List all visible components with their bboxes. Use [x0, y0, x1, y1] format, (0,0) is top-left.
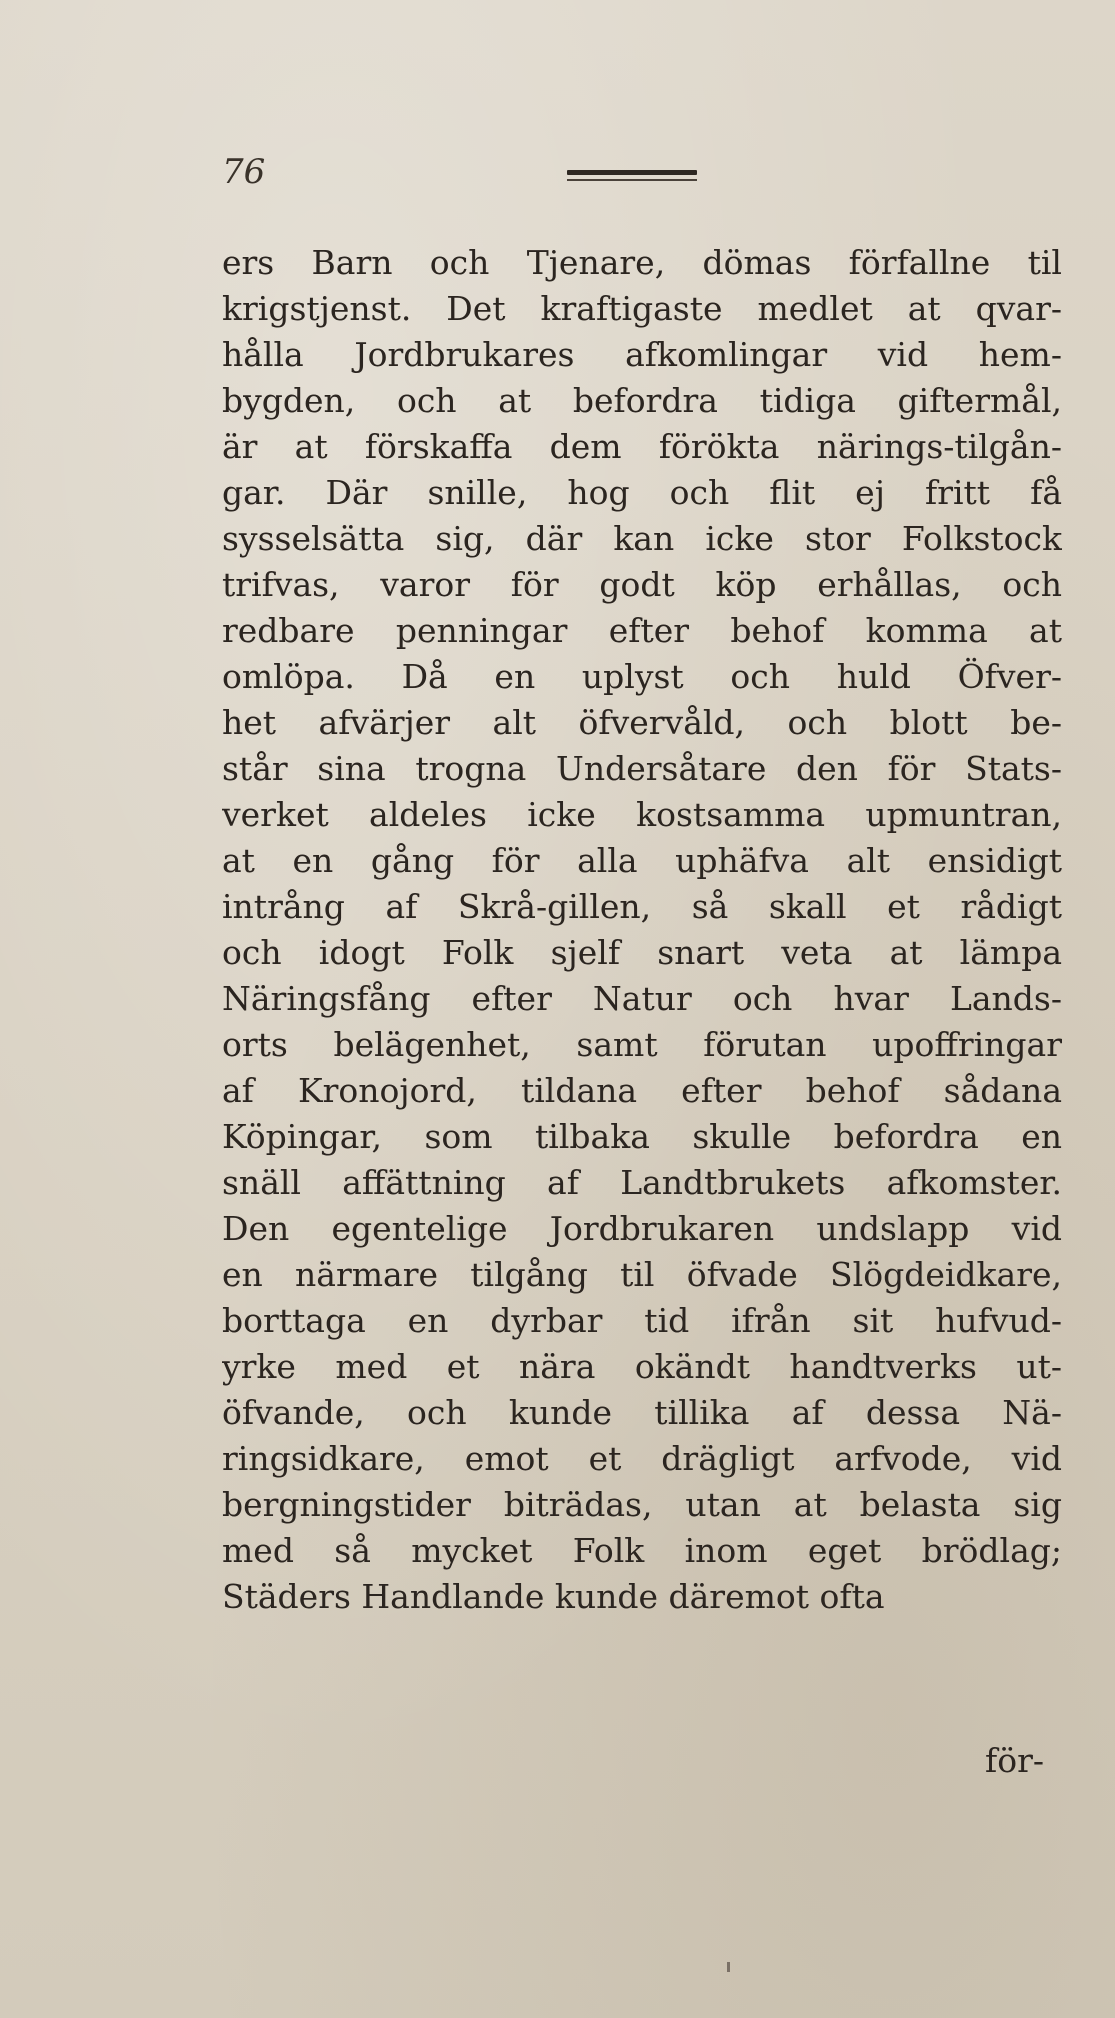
- text-line: verket aldeles icke kostsamma upmuntran,: [222, 795, 1062, 834]
- text-line: och idogt Folk sjelf snart veta at lämpa: [222, 933, 1062, 972]
- text-line: Den egentelige Jordbrukaren undslapp vid: [222, 1209, 1062, 1248]
- catchword: för-: [985, 1741, 1045, 1780]
- header-rule-thin: [567, 179, 697, 181]
- text-line: Städers Handlande kunde däremot ofta: [222, 1577, 885, 1616]
- paper-speck: [727, 1962, 730, 1972]
- page-header: [222, 150, 1082, 200]
- text-line: af Kronojord, tildana efter behof sådana: [222, 1071, 1062, 1110]
- text-line: gar. Där snille, hog och flit ej fritt få: [222, 473, 1062, 512]
- text-line: en närmare tilgång til öfvade Slögdeidkare,: [222, 1255, 1062, 1294]
- text-line: öfvande, och kunde tillika af dessa Nä-: [222, 1393, 1062, 1432]
- text-line: omlöpa. Då en uplyst och huld Öfver-: [222, 657, 1062, 696]
- text-line: snäll affättning af Landtbrukets afkomster.: [222, 1163, 1062, 1202]
- text-line: ers Barn och Tjenare, dömas förfallne til: [222, 243, 1062, 282]
- text-line: med så mycket Folk inom eget brödlag;: [222, 1531, 1062, 1570]
- text-line: ringsidkare, emot et drägligt arfvode, vid: [222, 1439, 1062, 1478]
- text-line: at en gång för alla uphäfva alt ensidigt: [222, 841, 1062, 880]
- text-line: het afvärjer alt öfvervåld, och blott be-: [222, 703, 1062, 742]
- text-line: orts belägenhet, samt förutan upoffringar: [222, 1025, 1062, 1064]
- text-line: yrke med et nära okändt handtverks ut-: [222, 1347, 1062, 1386]
- text-line: borttaga en dyrbar tid ifrån sit hufvud-: [222, 1301, 1062, 1340]
- header-rule: [567, 170, 697, 184]
- text-line: intrång af Skrå-gillen, så skall et rådigt: [222, 887, 1062, 926]
- text-line: står sina trogna Undersåtare den för Stats-: [222, 749, 1062, 788]
- text-line: bergningstider biträdas, utan at belasta sig: [222, 1485, 1062, 1524]
- text-line: redbare penningar efter behof komma at: [222, 611, 1062, 650]
- text-line: hålla Jordbrukares afkomlingar vid hem-: [222, 335, 1062, 374]
- page-number: 76: [222, 152, 266, 192]
- text-line: Näringsfång efter Natur och hvar Lands-: [222, 979, 1062, 1018]
- body-text: [222, 240, 1062, 1620]
- text-line: krigstjenst. Det kraftigaste medlet at qvar-: [222, 289, 1062, 328]
- text-line: sysselsätta sig, där kan icke stor Folkstock: [222, 519, 1062, 558]
- text-line: trifvas, varor för godt köp erhållas, och: [222, 565, 1062, 604]
- text-line: bygden, och at befordra tidiga giftermål,: [222, 381, 1062, 420]
- header-rule-thick: [567, 170, 697, 175]
- text-line: är at förskaffa dem förökta närings-tilgån-: [222, 427, 1062, 466]
- text-line: Köpingar, som tilbaka skulle befordra en: [222, 1117, 1062, 1156]
